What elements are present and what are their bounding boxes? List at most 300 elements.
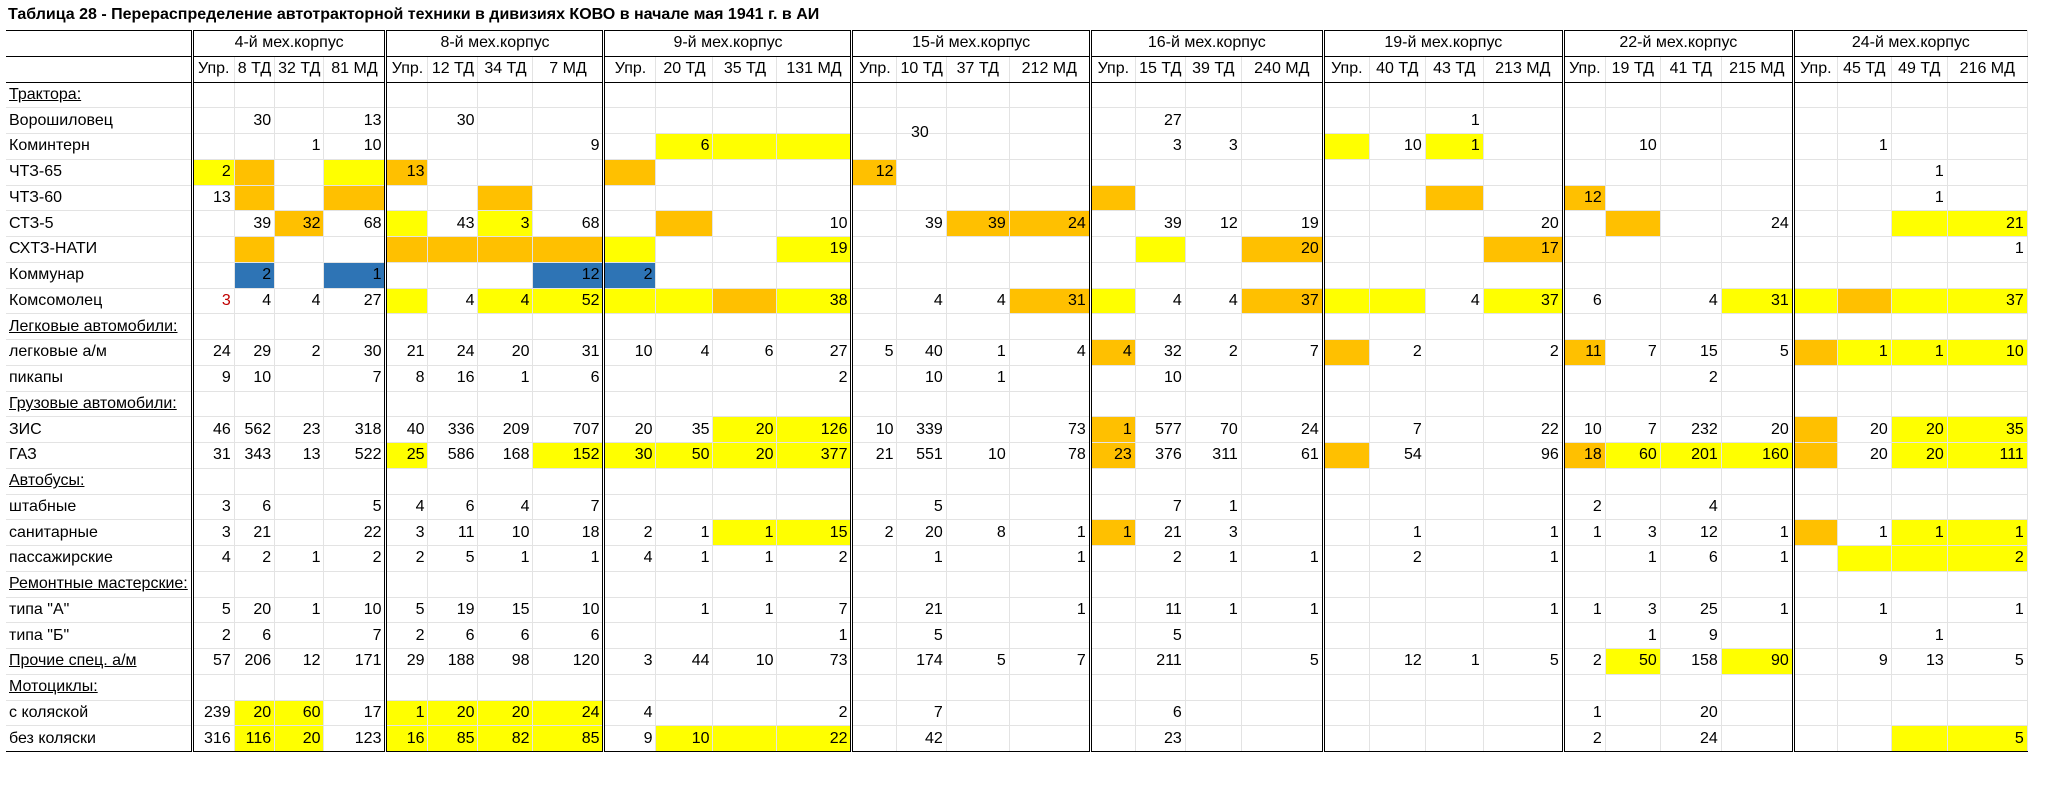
table-cell[interactable]: 1: [946, 340, 1009, 366]
table-cell[interactable]: 4: [1425, 288, 1483, 314]
table-cell[interactable]: [1947, 185, 2027, 211]
table-cell[interactable]: 1: [1483, 546, 1563, 572]
table-cell[interactable]: [1090, 674, 1135, 700]
table-cell[interactable]: [1891, 391, 1947, 417]
table-cell[interactable]: [1425, 262, 1483, 288]
row-label[interactable]: Прочие спец. а/м: [6, 649, 192, 675]
table-cell[interactable]: 23: [1135, 726, 1185, 752]
table-cell[interactable]: [1563, 237, 1605, 263]
row-label[interactable]: санитарные: [6, 520, 192, 546]
table-cell[interactable]: 22: [777, 726, 852, 752]
table-cell[interactable]: 44: [656, 649, 713, 675]
table-cell[interactable]: [1185, 314, 1241, 340]
table-cell[interactable]: 336: [428, 417, 478, 443]
table-cell[interactable]: [1323, 211, 1369, 237]
table-cell[interactable]: 21: [1947, 211, 2027, 237]
table-cell[interactable]: 1: [1891, 185, 1947, 211]
table-cell[interactable]: 35: [656, 417, 713, 443]
table-cell[interactable]: [192, 82, 234, 108]
table-cell[interactable]: 8: [386, 365, 428, 391]
table-cell[interactable]: [1660, 314, 1721, 340]
table-cell[interactable]: [1793, 237, 1837, 263]
table-cell[interactable]: 6: [428, 623, 478, 649]
table-cell[interactable]: 18: [1563, 443, 1605, 469]
table-cell[interactable]: [275, 262, 324, 288]
table-cell[interactable]: [1369, 211, 1425, 237]
table-cell[interactable]: [1605, 726, 1660, 752]
table-cell[interactable]: 2: [1135, 546, 1185, 572]
table-cell[interactable]: [604, 211, 656, 237]
table-cell[interactable]: [1891, 108, 1947, 134]
table-cell[interactable]: [428, 185, 478, 211]
table-cell[interactable]: 46: [192, 417, 234, 443]
table-cell[interactable]: 2: [1563, 726, 1605, 752]
table-cell[interactable]: [1090, 108, 1135, 134]
table-cell[interactable]: [1721, 314, 1793, 340]
table-cell[interactable]: [1660, 82, 1721, 108]
row-label[interactable]: ЧТЗ-60: [6, 185, 192, 211]
table-cell[interactable]: [852, 623, 897, 649]
table-cell[interactable]: 3: [1135, 134, 1185, 160]
table-cell[interactable]: 6: [656, 134, 713, 160]
table-cell[interactable]: 5: [897, 494, 946, 520]
table-cell[interactable]: 1: [1009, 546, 1090, 572]
table-cell[interactable]: 5: [1483, 649, 1563, 675]
table-cell[interactable]: [1425, 340, 1483, 366]
table-cell[interactable]: [234, 134, 274, 160]
table-cell[interactable]: [1891, 571, 1947, 597]
table-cell[interactable]: [1241, 700, 1323, 726]
table-cell[interactable]: [1135, 468, 1185, 494]
table-cell[interactable]: 20: [1837, 417, 1891, 443]
table-cell[interactable]: [897, 468, 946, 494]
table-cell[interactable]: [852, 237, 897, 263]
table-cell[interactable]: [324, 571, 386, 597]
table-cell[interactable]: 2: [1483, 340, 1563, 366]
table-cell[interactable]: 85: [428, 726, 478, 752]
table-cell[interactable]: [1009, 571, 1090, 597]
table-cell[interactable]: [1369, 237, 1425, 263]
table-cell[interactable]: [1090, 597, 1135, 623]
table-cell[interactable]: 9: [1837, 649, 1891, 675]
table-cell[interactable]: [852, 649, 897, 675]
table-cell[interactable]: [656, 82, 713, 108]
table-cell[interactable]: [1185, 185, 1241, 211]
table-cell[interactable]: [604, 468, 656, 494]
table-cell[interactable]: [192, 262, 234, 288]
table-cell[interactable]: [1425, 159, 1483, 185]
table-cell[interactable]: 2: [234, 546, 274, 572]
table-cell[interactable]: 4: [1660, 288, 1721, 314]
table-cell[interactable]: [1185, 674, 1241, 700]
row-label[interactable]: с коляской: [6, 700, 192, 726]
table-cell[interactable]: [192, 237, 234, 263]
section-label[interactable]: Автобусы:: [6, 468, 192, 494]
table-cell[interactable]: [897, 185, 946, 211]
table-cell[interactable]: [852, 365, 897, 391]
table-cell[interactable]: [478, 185, 533, 211]
table-cell[interactable]: 1: [533, 546, 604, 572]
table-cell[interactable]: 15: [478, 597, 533, 623]
table-cell[interactable]: [656, 365, 713, 391]
table-cell[interactable]: [604, 365, 656, 391]
table-cell[interactable]: 12: [852, 159, 897, 185]
table-cell[interactable]: [533, 237, 604, 263]
table-cell[interactable]: 42: [897, 726, 946, 752]
table-cell[interactable]: 2: [852, 520, 897, 546]
table-cell[interactable]: [1090, 700, 1135, 726]
table-cell[interactable]: [852, 546, 897, 572]
table-cell[interactable]: 1: [1891, 520, 1947, 546]
table-cell[interactable]: [275, 468, 324, 494]
table-cell[interactable]: [1369, 108, 1425, 134]
table-cell[interactable]: 1: [1185, 494, 1241, 520]
table-cell[interactable]: [1721, 468, 1793, 494]
table-cell[interactable]: 1: [1947, 520, 2027, 546]
table-cell[interactable]: [1793, 262, 1837, 288]
table-cell[interactable]: [324, 82, 386, 108]
table-cell[interactable]: 23: [275, 417, 324, 443]
table-cell[interactable]: [1891, 237, 1947, 263]
table-cell[interactable]: [604, 674, 656, 700]
table-cell[interactable]: [1660, 237, 1721, 263]
table-cell[interactable]: [1185, 108, 1241, 134]
table-cell[interactable]: 17: [324, 700, 386, 726]
table-cell[interactable]: 5: [1947, 649, 2027, 675]
table-cell[interactable]: [1563, 571, 1605, 597]
table-cell[interactable]: [946, 726, 1009, 752]
table-cell[interactable]: [386, 468, 428, 494]
table-cell[interactable]: 1: [1483, 597, 1563, 623]
table-cell[interactable]: [656, 262, 713, 288]
table-cell[interactable]: 1: [656, 597, 713, 623]
table-cell[interactable]: 16: [386, 726, 428, 752]
table-cell[interactable]: [1323, 649, 1369, 675]
table-cell[interactable]: [1185, 571, 1241, 597]
table-cell[interactable]: [1483, 674, 1563, 700]
table-cell[interactable]: [1425, 82, 1483, 108]
table-cell[interactable]: [946, 237, 1009, 263]
table-cell[interactable]: [386, 108, 428, 134]
table-cell[interactable]: 2: [604, 262, 656, 288]
table-cell[interactable]: [1947, 134, 2027, 160]
table-cell[interactable]: 13: [192, 185, 234, 211]
table-cell[interactable]: [386, 314, 428, 340]
table-cell[interactable]: [1793, 546, 1837, 572]
row-label[interactable]: без коляски: [6, 726, 192, 752]
table-cell[interactable]: [275, 314, 324, 340]
table-cell[interactable]: [478, 108, 533, 134]
table-cell[interactable]: 377: [777, 443, 852, 469]
table-cell[interactable]: [533, 468, 604, 494]
table-cell[interactable]: 1: [1090, 417, 1135, 443]
table-cell[interactable]: [1837, 108, 1891, 134]
table-cell[interactable]: 23: [1090, 443, 1135, 469]
table-cell[interactable]: [1323, 443, 1369, 469]
table-cell[interactable]: [656, 288, 713, 314]
table-cell[interactable]: [1241, 494, 1323, 520]
table-cell[interactable]: [604, 237, 656, 263]
table-cell[interactable]: 4: [478, 494, 533, 520]
table-cell[interactable]: [1891, 726, 1947, 752]
table-cell[interactable]: 562: [234, 417, 274, 443]
table-cell[interactable]: [386, 262, 428, 288]
table-cell[interactable]: 6: [533, 623, 604, 649]
table-cell[interactable]: [1369, 365, 1425, 391]
table-cell[interactable]: [1947, 365, 2027, 391]
table-cell[interactable]: [1605, 211, 1660, 237]
table-cell[interactable]: 21: [1135, 520, 1185, 546]
table-cell[interactable]: 2: [777, 700, 852, 726]
table-cell[interactable]: [533, 108, 604, 134]
table-cell[interactable]: [713, 159, 777, 185]
table-cell[interactable]: [324, 468, 386, 494]
row-label[interactable]: пассажирские: [6, 546, 192, 572]
table-cell[interactable]: [1425, 546, 1483, 572]
table-cell[interactable]: [478, 134, 533, 160]
table-cell[interactable]: [192, 134, 234, 160]
table-cell[interactable]: 10: [713, 649, 777, 675]
table-cell[interactable]: [1241, 262, 1323, 288]
table-cell[interactable]: [656, 700, 713, 726]
table-cell[interactable]: [192, 571, 234, 597]
table-cell[interactable]: 9: [1660, 623, 1721, 649]
table-cell[interactable]: [1721, 159, 1793, 185]
table-cell[interactable]: [1793, 391, 1837, 417]
table-cell[interactable]: [1241, 520, 1323, 546]
table-cell[interactable]: [946, 468, 1009, 494]
table-cell[interactable]: 21: [386, 340, 428, 366]
table-cell[interactable]: [192, 314, 234, 340]
table-cell[interactable]: 3: [478, 211, 533, 237]
table-cell[interactable]: 27: [1135, 108, 1185, 134]
table-cell[interactable]: [1563, 468, 1605, 494]
table-cell[interactable]: 3: [1605, 597, 1660, 623]
table-cell[interactable]: [852, 82, 897, 108]
row-label[interactable]: ЗИС: [6, 417, 192, 443]
table-cell[interactable]: 24: [192, 340, 234, 366]
table-cell[interactable]: [1721, 623, 1793, 649]
table-cell[interactable]: [1837, 571, 1891, 597]
table-cell[interactable]: [1721, 571, 1793, 597]
table-cell[interactable]: [1660, 134, 1721, 160]
table-cell[interactable]: [777, 108, 852, 134]
table-cell[interactable]: 73: [1009, 417, 1090, 443]
table-cell[interactable]: 24: [1009, 211, 1090, 237]
table-cell[interactable]: [234, 237, 274, 263]
table-cell[interactable]: [946, 262, 1009, 288]
table-cell[interactable]: [1135, 82, 1185, 108]
table-cell[interactable]: [428, 391, 478, 417]
table-cell[interactable]: 6: [1563, 288, 1605, 314]
table-cell[interactable]: 1: [1837, 520, 1891, 546]
table-cell[interactable]: [1009, 237, 1090, 263]
table-cell[interactable]: 60: [1605, 443, 1660, 469]
table-cell[interactable]: [1135, 571, 1185, 597]
table-cell[interactable]: 311: [1185, 443, 1241, 469]
table-cell[interactable]: 16: [428, 365, 478, 391]
table-cell[interactable]: [1323, 365, 1369, 391]
table-cell[interactable]: [1891, 365, 1947, 391]
table-cell[interactable]: 1: [1563, 597, 1605, 623]
table-cell[interactable]: [1891, 494, 1947, 520]
table-cell[interactable]: [1483, 494, 1563, 520]
table-cell[interactable]: [946, 623, 1009, 649]
table-cell[interactable]: 201: [1660, 443, 1721, 469]
table-cell[interactable]: 1: [1891, 623, 1947, 649]
table-cell[interactable]: 35: [1947, 417, 2027, 443]
table-cell[interactable]: 31: [1721, 288, 1793, 314]
table-cell[interactable]: [478, 237, 533, 263]
table-cell[interactable]: 19: [1241, 211, 1323, 237]
table-cell[interactable]: [713, 571, 777, 597]
table-cell[interactable]: [478, 571, 533, 597]
table-cell[interactable]: [946, 82, 1009, 108]
table-cell[interactable]: [1891, 211, 1947, 237]
table-cell[interactable]: [604, 623, 656, 649]
table-cell[interactable]: 343: [234, 443, 274, 469]
row-label[interactable]: штабные: [6, 494, 192, 520]
table-cell[interactable]: 54: [1369, 443, 1425, 469]
table-cell[interactable]: [1369, 159, 1425, 185]
row-label[interactable]: легковые а/м: [6, 340, 192, 366]
table-cell[interactable]: [1241, 134, 1323, 160]
table-cell[interactable]: 7: [1135, 494, 1185, 520]
table-cell[interactable]: [1563, 211, 1605, 237]
table-cell[interactable]: [1563, 108, 1605, 134]
table-cell[interactable]: [852, 571, 897, 597]
table-cell[interactable]: 8: [946, 520, 1009, 546]
table-cell[interactable]: [1009, 623, 1090, 649]
table-cell[interactable]: [1483, 108, 1563, 134]
table-cell[interactable]: 20: [1660, 700, 1721, 726]
table-cell[interactable]: [656, 623, 713, 649]
table-cell[interactable]: [1369, 700, 1425, 726]
table-cell[interactable]: [428, 571, 478, 597]
table-cell[interactable]: 9: [192, 365, 234, 391]
table-cell[interactable]: [1090, 649, 1135, 675]
table-cell[interactable]: [1369, 82, 1425, 108]
table-cell[interactable]: [1483, 365, 1563, 391]
table-cell[interactable]: [777, 494, 852, 520]
table-cell[interactable]: [777, 185, 852, 211]
table-cell[interactable]: 90: [1721, 649, 1793, 675]
table-cell[interactable]: 27: [777, 340, 852, 366]
table-cell[interactable]: 1: [1837, 597, 1891, 623]
table-cell[interactable]: [1323, 700, 1369, 726]
table-cell[interactable]: [1323, 417, 1369, 443]
table-cell[interactable]: 25: [386, 443, 428, 469]
table-cell[interactable]: 5: [386, 597, 428, 623]
table-cell[interactable]: [1837, 185, 1891, 211]
table-cell[interactable]: [1135, 237, 1185, 263]
table-cell[interactable]: [897, 159, 946, 185]
table-cell[interactable]: 98: [478, 649, 533, 675]
table-cell[interactable]: 10: [946, 443, 1009, 469]
table-cell[interactable]: 11: [428, 520, 478, 546]
table-cell[interactable]: [1425, 417, 1483, 443]
table-cell[interactable]: 1: [324, 262, 386, 288]
table-cell[interactable]: [1793, 340, 1837, 366]
table-cell[interactable]: [1369, 314, 1425, 340]
table-cell[interactable]: [275, 571, 324, 597]
table-cell[interactable]: 61: [1241, 443, 1323, 469]
table-cell[interactable]: 1: [713, 597, 777, 623]
table-cell[interactable]: [324, 674, 386, 700]
table-cell[interactable]: 39: [897, 211, 946, 237]
table-cell[interactable]: 24: [428, 340, 478, 366]
table-cell[interactable]: 1: [1425, 108, 1483, 134]
table-cell[interactable]: 7: [897, 700, 946, 726]
table-cell[interactable]: [234, 82, 274, 108]
table-cell[interactable]: 24: [1241, 417, 1323, 443]
table-cell[interactable]: [604, 494, 656, 520]
table-cell[interactable]: [1483, 391, 1563, 417]
table-cell[interactable]: 2: [192, 623, 234, 649]
table-cell[interactable]: 1: [1425, 134, 1483, 160]
table-cell[interactable]: [386, 237, 428, 263]
table-cell[interactable]: [1090, 726, 1135, 752]
table-cell[interactable]: [1185, 365, 1241, 391]
table-cell[interactable]: 2: [1369, 546, 1425, 572]
table-cell[interactable]: 12: [1563, 185, 1605, 211]
table-cell[interactable]: 9: [604, 726, 656, 752]
table-cell[interactable]: [1241, 391, 1323, 417]
table-cell[interactable]: 5: [1241, 649, 1323, 675]
table-cell[interactable]: 5: [192, 597, 234, 623]
table-cell[interactable]: [1185, 700, 1241, 726]
table-cell[interactable]: 3: [192, 494, 234, 520]
table-cell[interactable]: 12: [1660, 520, 1721, 546]
table-cell[interactable]: 24: [1721, 211, 1793, 237]
table-cell[interactable]: [324, 185, 386, 211]
table-cell[interactable]: [1090, 82, 1135, 108]
table-cell[interactable]: 158: [1660, 649, 1721, 675]
table-cell[interactable]: 12: [1369, 649, 1425, 675]
table-cell[interactable]: 3: [192, 288, 234, 314]
table-cell[interactable]: [656, 159, 713, 185]
table-cell[interactable]: 152: [533, 443, 604, 469]
table-cell[interactable]: [1135, 674, 1185, 700]
table-cell[interactable]: 37: [1483, 288, 1563, 314]
table-cell[interactable]: [1009, 365, 1090, 391]
table-cell[interactable]: [1090, 288, 1135, 314]
table-cell[interactable]: 126: [777, 417, 852, 443]
table-cell[interactable]: 2: [234, 262, 274, 288]
table-cell[interactable]: [1483, 623, 1563, 649]
table-cell[interactable]: 12: [1185, 211, 1241, 237]
table-cell[interactable]: 5: [1947, 726, 2027, 752]
table-cell[interactable]: [713, 674, 777, 700]
table-cell[interactable]: 31: [192, 443, 234, 469]
table-cell[interactable]: [1009, 108, 1090, 134]
table-cell[interactable]: [1369, 185, 1425, 211]
table-cell[interactable]: 68: [324, 211, 386, 237]
table-cell[interactable]: 85: [533, 726, 604, 752]
table-cell[interactable]: [1793, 185, 1837, 211]
table-cell[interactable]: [1721, 237, 1793, 263]
table-cell[interactable]: 4: [946, 288, 1009, 314]
table-cell[interactable]: 3: [1185, 520, 1241, 546]
table-cell[interactable]: 29: [234, 340, 274, 366]
table-cell[interactable]: [604, 288, 656, 314]
table-cell[interactable]: 1: [1483, 520, 1563, 546]
table-cell[interactable]: [1135, 159, 1185, 185]
table-cell[interactable]: [1009, 391, 1090, 417]
table-cell[interactable]: [1891, 674, 1947, 700]
table-cell[interactable]: [1323, 237, 1369, 263]
table-cell[interactable]: [852, 288, 897, 314]
